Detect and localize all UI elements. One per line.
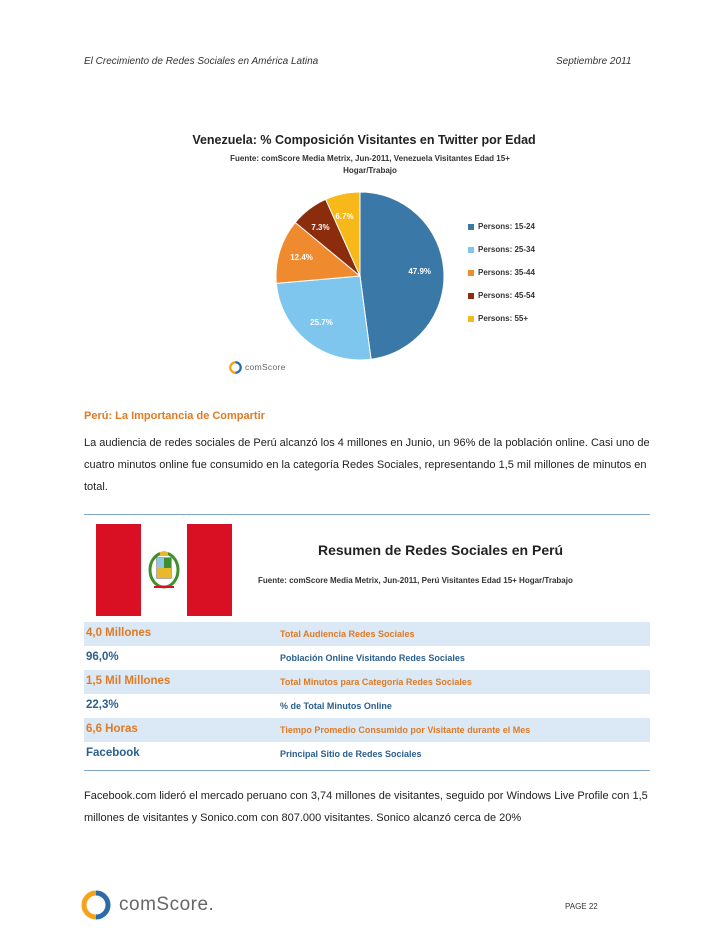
stat-value: Facebook [86, 747, 140, 759]
stat-value: 6,6 Horas [86, 723, 138, 735]
legend-label: Persons: 35-44 [478, 268, 535, 277]
stat-label: Total Audiencia Redes Sociales [280, 629, 415, 639]
table-row [84, 646, 650, 670]
stat-value: 22,3% [86, 699, 119, 711]
header-document-title: El Crecimiento de Redes Sociales en América Latina [84, 56, 319, 67]
section-heading: Perú: La Importancia de Compartir [84, 410, 265, 422]
chart-subtitle-line2: Hogar/Trabajo [343, 166, 397, 175]
footer-logo-text: comScore. [119, 894, 215, 915]
stat-value: 4,0 Millones [86, 627, 152, 639]
stat-label: Principal Sitio de Redes Sociales [280, 749, 422, 759]
header-date: Septiembre 2011 [556, 56, 632, 67]
table-top-rule [84, 514, 650, 515]
summary-table-title: Resumen de Redes Sociales en Perú [318, 542, 564, 558]
legend-label: Persons: 45-54 [478, 291, 535, 300]
stat-value: 96,0% [86, 651, 119, 663]
pie-slice-label-4: 7.3% [311, 222, 330, 232]
summary-table-subtitle: Fuente: comScore Media Metrix, Jun-2011, Perú Visitantes Edad 15+ Hogar/Trabajo [258, 576, 573, 585]
stat-label: Tiempo Promedio Consumido por Visitante durante el Mes [280, 725, 531, 735]
table-row [84, 718, 650, 742]
pie-slice-label-1: 47.9% [408, 267, 432, 276]
pie-slice-1 [360, 192, 444, 359]
pie-slice-label-2: 25.7% [310, 318, 333, 328]
legend-label: Persons: 55+ [478, 314, 529, 323]
legend-swatch [468, 316, 474, 322]
legend-item-1 [468, 222, 568, 234]
stat-label: Población Online Visitando Redes Sociales [280, 653, 465, 663]
chart-subtitle-line1: Fuente: comScore Media Metrix, Jun-2011, Venezuela Visitantes Edad 15+ [230, 154, 510, 163]
pie-chart [0, 0, 728, 400]
stat-label: Total Minutos para Categoría Redes Sociales [280, 677, 472, 687]
legend-item-4 [468, 291, 568, 303]
closing-paragraph: Facebook.com lideró el mercado peruano con 3,74 millones de visitantes, seguido por Windows Live Profile con 1,5 millones de visitantes y Sonico.com con 807.000 visitantes. Sonico alcanzó cerca de 20% [84, 790, 648, 824]
legend-swatch [468, 247, 474, 253]
legend-swatch [468, 270, 474, 276]
legend-swatch [468, 293, 474, 299]
chart-source-logo [229, 360, 286, 374]
legend-label: Persons: 15-24 [478, 222, 535, 231]
pie-slice-label-5: 6.7% [335, 211, 354, 221]
comscore-small-logo-icon [229, 361, 242, 374]
pie-slice-label-3: 12.4% [290, 253, 313, 263]
table-row [84, 742, 650, 766]
chart-title: Venezuela: % Composición Visitantes en Twitter por Edad [192, 133, 536, 147]
table-row [84, 694, 650, 718]
peru-flag-icon [96, 524, 232, 616]
table-row [84, 622, 650, 646]
legend-item-5 [468, 314, 568, 326]
footer-logo [81, 890, 214, 920]
stat-label: % de Total Minutos Online [280, 701, 392, 711]
table-row [84, 670, 650, 694]
legend-item-3 [468, 268, 568, 280]
legend-label: Persons: 25-34 [478, 245, 535, 254]
legend-swatch [468, 224, 474, 230]
table-bottom-rule [84, 770, 650, 771]
stat-value: 1,5 Mil Millones [86, 675, 171, 687]
comscore-logo-icon [81, 890, 111, 920]
legend-item-2 [468, 245, 568, 257]
chart-source-logo-text: comScore [245, 362, 286, 372]
section-paragraph: La audiencia de redes sociales de Perú alcanzó los 4 millones en Junio, un 96% de la población online. Casi uno de cuatro minutos online fue consumido en la categoría Redes Sociales, representando 1,5 mil millones de minutos en total. [84, 437, 650, 493]
page-number: PAGE 22 [565, 902, 598, 911]
